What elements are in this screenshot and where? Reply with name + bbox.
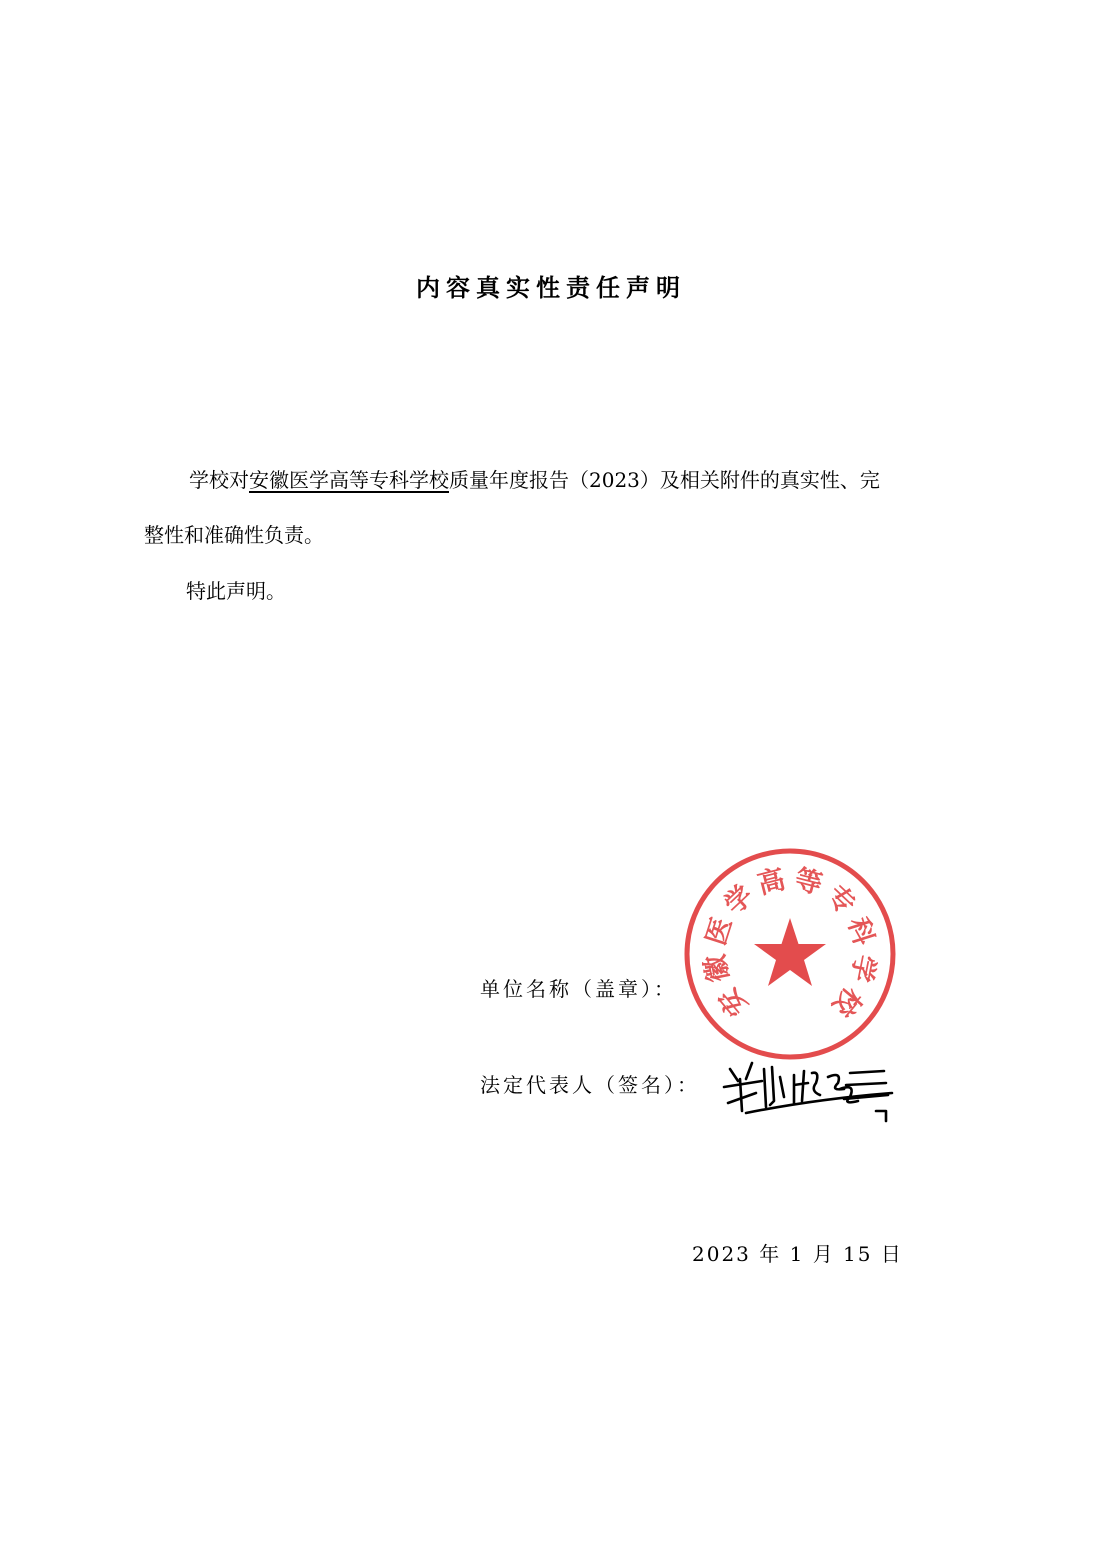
statement-body: 质量年度报告（2023）及相关附件的真实性、完 [449, 468, 880, 492]
seal-character: 徽 [699, 952, 736, 985]
document-title: 内容真实性责任声明 [416, 274, 686, 302]
seal-character: 医 [700, 913, 739, 949]
statement-prefix: 学校对 [189, 468, 249, 492]
official-seal-stamp [682, 846, 898, 1062]
seal-character: 专 [820, 879, 862, 921]
unit-name-label: 单位名称（盖章）： [480, 977, 677, 1001]
handwritten-signature [716, 1055, 900, 1125]
school-name-underlined: 安徽医学高等专科学校 [249, 468, 449, 492]
seal-character: 学 [844, 952, 881, 985]
seal-character: 高 [754, 863, 789, 901]
seal-character: 安 [712, 981, 754, 1022]
statement-paragraph [189, 468, 880, 492]
legal-representative-label: 法定代表人（签名）： [480, 1073, 700, 1097]
statement-paragraph-continued: 整性和准确性负责。 [144, 523, 324, 547]
seal-character: 学 [718, 879, 760, 921]
seal-character: 科 [841, 913, 880, 949]
declaration-line: 特此声明。 [186, 579, 286, 603]
seal-character: 等 [791, 863, 826, 901]
seal-star-icon [754, 918, 826, 986]
signing-date: 2023 年 1 月 15 日 [692, 1242, 903, 1266]
seal-character: 校 [826, 981, 868, 1022]
